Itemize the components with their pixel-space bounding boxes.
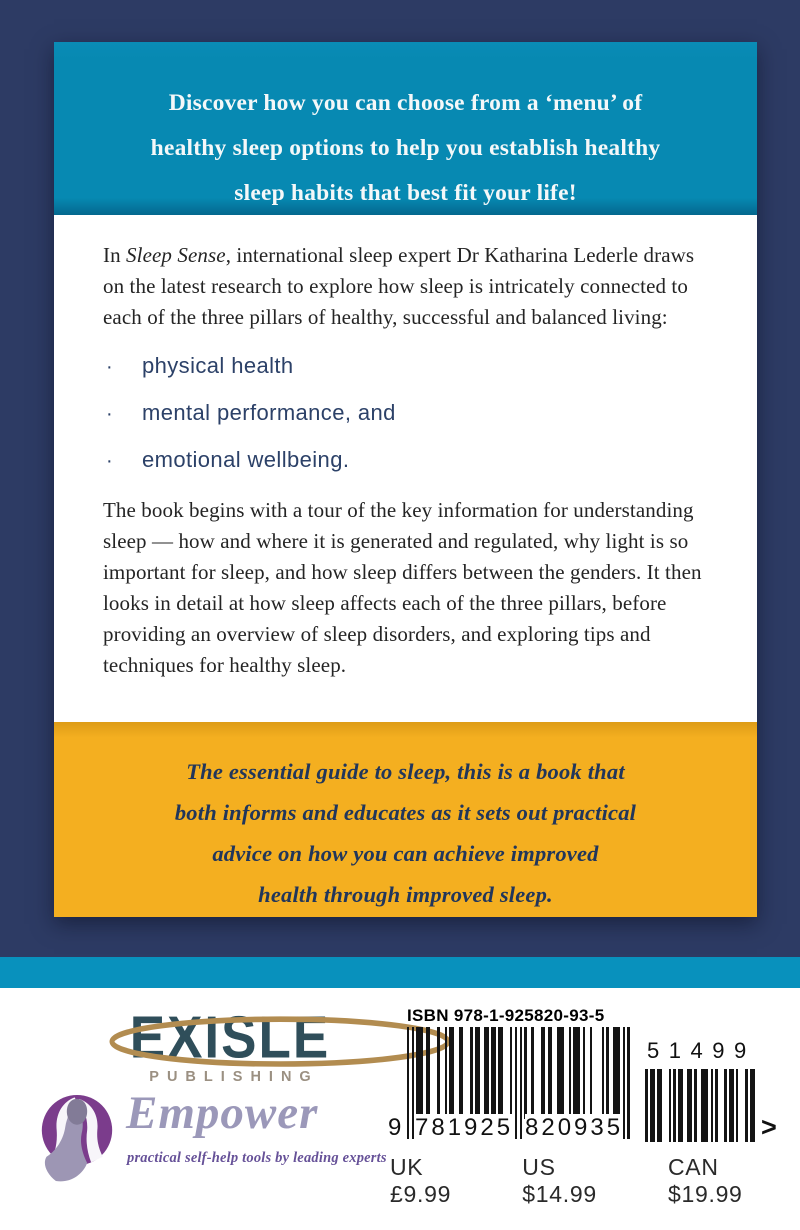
synopsis-paragraph-2: The book begins with a tour of the key information for understanding sleep — how and where it is generated and regulated, why light is so important for sleep, and how sleep differs between the genders. It then looks in detail at how sleep affects each of the three pillars, before providing an overview of sleep disorders, and exploring tips and techniques for healthy sleep. bbox=[103, 498, 702, 677]
headline-line: healthy sleep options to help you establish healthy bbox=[150, 135, 661, 161]
quote-line: advice on how you can achieve improved bbox=[212, 841, 599, 866]
bullet-dot-icon: · bbox=[106, 450, 114, 472]
exisle-publishing-label: PUBLISHING bbox=[149, 1069, 319, 1085]
cover-card bbox=[54, 42, 757, 917]
empower-logo bbox=[34, 1087, 387, 1192]
list-item-label: physical health bbox=[142, 353, 294, 378]
supplement-barcode bbox=[643, 1038, 777, 1142]
synopsis-panel bbox=[54, 215, 757, 722]
quote-line: both informs and educates as it sets out practical bbox=[174, 800, 637, 825]
barcode-block bbox=[385, 1006, 795, 1156]
exisle-publishing-logo bbox=[80, 1004, 380, 1085]
price-list bbox=[390, 1154, 800, 1208]
price-uk: UK £9.99 bbox=[390, 1154, 452, 1207]
empower-figure-icon bbox=[34, 1088, 120, 1188]
list-item-label: emotional wellbeing. bbox=[142, 447, 350, 472]
synopsis-p1-prefix: In bbox=[103, 243, 127, 267]
barcode-arrow: > bbox=[761, 1112, 777, 1142]
headline-line: sleep habits that best fit your life! bbox=[234, 180, 577, 206]
bullet-dot-icon: · bbox=[106, 356, 114, 378]
empower-wordmark: Empower bbox=[126, 1087, 319, 1139]
exisle-wordmark bbox=[129, 1004, 331, 1071]
ean13-digits-group1: 781925 bbox=[415, 1114, 514, 1141]
price-can: CAN $19.99 bbox=[668, 1154, 743, 1207]
list-item bbox=[103, 400, 711, 427]
list-item-label: mental performance, and bbox=[142, 400, 396, 425]
list-item bbox=[103, 353, 711, 380]
list-item bbox=[103, 447, 711, 474]
pillars-list bbox=[103, 353, 711, 474]
accent-strip bbox=[0, 957, 800, 988]
synopsis-paragraph-1 bbox=[103, 240, 711, 333]
empower-tagline: practical self-help tools by leading experts bbox=[127, 1150, 387, 1166]
quote-line: The essential guide to sleep, this is a book that bbox=[186, 759, 625, 784]
supplement-digits: 51499 bbox=[647, 1038, 756, 1063]
supplement-bars bbox=[643, 1069, 757, 1142]
isbn-label: ISBN 978-1-925820-93-5 bbox=[407, 1006, 605, 1025]
footer bbox=[0, 988, 800, 1230]
quote-panel bbox=[54, 722, 757, 917]
quote-line: health through improved sleep. bbox=[258, 882, 553, 907]
exisle-name: EXISLE bbox=[129, 1004, 331, 1071]
headline-panel bbox=[54, 42, 757, 215]
ean13-barcode bbox=[388, 1027, 630, 1147]
bullet-dot-icon: · bbox=[106, 403, 114, 425]
ean13-digits-group2: 820935 bbox=[525, 1114, 624, 1141]
price-us: US $14.99 bbox=[522, 1154, 597, 1207]
ean13-digit-left: 9 bbox=[388, 1114, 402, 1141]
synopsis-p1-rest: , international sleep expert Dr Katharina Lederle draws on the latest research to explore how sleep is intricately connected to each of the three pillars of healthy, successful and balanced living: bbox=[103, 243, 695, 329]
book-title: Sleep Sense bbox=[126, 243, 226, 267]
headline-line: Discover how you can choose from a ‘menu’ of bbox=[168, 90, 643, 116]
